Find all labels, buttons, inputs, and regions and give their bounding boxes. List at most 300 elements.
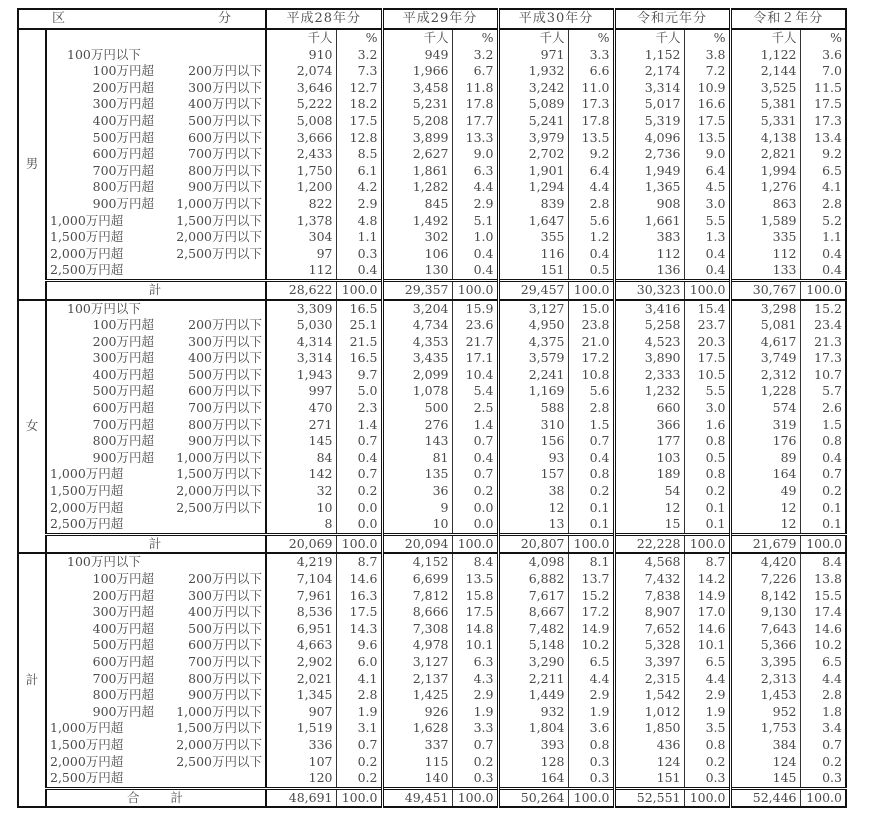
count-cell: 2,021 <box>266 671 336 688</box>
pct-cell: 10.8 <box>568 367 614 384</box>
bracket-to: 800万円以下 <box>156 163 266 180</box>
count-cell: 3,127 <box>498 300 568 318</box>
count-cell: 1,345 <box>266 687 336 704</box>
pct-cell: 13.7 <box>568 571 614 588</box>
bracket-to: 400万円以下 <box>156 350 266 367</box>
pct-cell: 3.3 <box>452 720 498 737</box>
table-row <box>18 96 846 113</box>
bracket-from: 2,500万円超 <box>50 516 124 532</box>
count-cell: 3,899 <box>382 130 452 147</box>
count-cell: 12 <box>614 500 684 517</box>
pct-cell: 0.3 <box>822 770 842 786</box>
section-label: 女 <box>18 300 46 554</box>
count-cell: 3,979 <box>498 130 568 147</box>
bracket-from: 900万円超 <box>92 703 154 719</box>
count-cell: 112 <box>266 262 336 280</box>
unit-pct: % <box>336 29 382 47</box>
bracket-from: 400万円超 <box>92 112 154 128</box>
pct-cell: 0.1 <box>684 500 730 517</box>
count-cell: 310 <box>498 417 568 434</box>
pct-cell: 3.0 <box>684 196 730 213</box>
table-row <box>18 262 846 280</box>
pct-cell: 17.1 <box>452 350 498 367</box>
count-cell: 1,378 <box>266 213 336 230</box>
pct-cell: 1.4 <box>336 417 382 434</box>
count-cell: 276 <box>382 417 452 434</box>
count-cell: 336 <box>266 737 336 754</box>
pct-cell: 6.6 <box>568 63 614 80</box>
total-count: 49,451 <box>382 788 452 807</box>
header-row <box>18 9 846 29</box>
pct-cell: 17.5 <box>336 113 382 130</box>
table-row <box>18 63 846 80</box>
count-cell: 135 <box>382 466 452 483</box>
count-cell: 7,652 <box>614 621 684 638</box>
count-cell: 5,381 <box>730 96 800 113</box>
pct-cell: 13.8 <box>814 571 842 586</box>
pct-cell: 12.7 <box>336 80 382 97</box>
total-pct: 100.0 <box>336 280 382 299</box>
pct-cell: 0.7 <box>336 737 382 754</box>
pct-cell: 12.8 <box>336 130 382 147</box>
header-year: 平成30年分 <box>498 9 614 29</box>
count-cell: 156 <box>498 433 568 450</box>
count-cell: 910 <box>266 47 336 64</box>
count-cell: 366 <box>614 417 684 434</box>
count-cell: 319 <box>730 417 800 434</box>
bracket-to: 2,000万円以下 <box>156 737 266 754</box>
count-cell: 4,617 <box>730 334 800 351</box>
pct-cell: 3.8 <box>684 47 730 64</box>
count-cell: 3,458 <box>382 80 452 97</box>
pct-cell: 17.3 <box>814 112 842 128</box>
count-cell: 1,078 <box>382 383 452 400</box>
count-cell: 1,932 <box>498 63 568 80</box>
bracket-from: 600万円超 <box>92 146 154 162</box>
table-row <box>18 500 846 517</box>
pct-cell: 0.7 <box>336 433 382 450</box>
count-cell: 124 <box>614 754 684 771</box>
count-cell: 335 <box>730 229 800 246</box>
count-cell: 5,208 <box>382 113 452 130</box>
count-cell: 7,643 <box>730 621 800 638</box>
pct-cell: 5.5 <box>684 213 730 230</box>
pct-cell: 0.4 <box>822 262 842 278</box>
pct-cell: 17.5 <box>336 604 382 621</box>
count-cell: 2,144 <box>730 63 800 80</box>
count-cell: 7,308 <box>382 621 452 638</box>
pct-cell: 5.6 <box>568 213 614 230</box>
pct-cell: 10.1 <box>684 637 730 654</box>
pct-cell: 13.5 <box>568 130 614 147</box>
bracket-to: 500万円以下 <box>156 367 266 384</box>
bracket-from: 800万円超 <box>92 687 154 703</box>
pct-cell: 0.7 <box>452 433 498 450</box>
total-count: 52,551 <box>614 788 684 807</box>
count-cell: 863 <box>730 196 800 213</box>
pct-cell: 13.5 <box>452 571 498 588</box>
count-cell: 1,966 <box>382 63 452 80</box>
income-distribution-table <box>17 8 847 808</box>
total-pct: 100.0 <box>336 534 382 553</box>
count-cell: 355 <box>498 229 568 246</box>
bracket-from: 900万円超 <box>92 195 154 211</box>
count-cell: 12 <box>730 500 800 517</box>
bracket-from: 700万円超 <box>92 670 154 686</box>
pct-cell: 0.2 <box>684 754 730 771</box>
pct-cell: 1.4 <box>452 417 498 434</box>
pct-cell: 0.4 <box>452 450 498 467</box>
count-cell: 2,099 <box>382 367 452 384</box>
pct-cell: 8.1 <box>568 553 614 571</box>
count-cell: 2,433 <box>266 146 336 163</box>
pct-cell: 15.0 <box>568 300 614 318</box>
total-count: 21,679 <box>730 534 800 553</box>
count-cell: 124 <box>730 754 800 771</box>
table-row <box>18 246 846 263</box>
table-row <box>18 367 846 384</box>
count-cell: 1,750 <box>266 163 336 180</box>
count-cell: 5,328 <box>614 637 684 654</box>
bracket-from: 2,000万円超 <box>50 499 124 515</box>
bracket-to <box>156 770 266 788</box>
table-row <box>18 754 846 771</box>
count-cell: 164 <box>498 770 568 788</box>
count-cell: 143 <box>382 433 452 450</box>
count-cell: 7,104 <box>266 571 336 588</box>
table-row <box>18 400 846 417</box>
count-cell: 932 <box>498 704 568 721</box>
count-cell: 4,950 <box>498 317 568 334</box>
bracket-to: 1,000万円以下 <box>156 704 266 721</box>
table-row <box>18 604 846 621</box>
pct-cell: 6.5 <box>568 654 614 671</box>
pct-cell: 17.8 <box>568 113 614 130</box>
count-cell: 164 <box>730 466 800 483</box>
count-cell: 5,241 <box>498 113 568 130</box>
pct-cell: 3.6 <box>822 46 842 62</box>
count-cell: 12 <box>498 500 568 517</box>
count-cell: 3,397 <box>614 654 684 671</box>
pct-cell: 0.0 <box>452 500 498 517</box>
pct-cell: 18.2 <box>336 96 382 113</box>
count-cell: 574 <box>730 400 800 417</box>
count-cell: 1,492 <box>382 213 452 230</box>
pct-cell: 8.4 <box>822 554 842 570</box>
count-cell: 2,821 <box>730 146 800 163</box>
pct-cell: 6.5 <box>822 162 842 178</box>
count-cell: 5,319 <box>614 113 684 130</box>
count-cell: 6,699 <box>382 571 452 588</box>
count-cell: 5,231 <box>382 96 452 113</box>
count-cell: 15 <box>614 516 684 534</box>
table-row <box>18 229 846 246</box>
count-cell: 2,137 <box>382 671 452 688</box>
pct-cell: 21.5 <box>336 334 382 351</box>
total-pct: 100.0 <box>800 280 846 299</box>
bracket-from: 500万円超 <box>92 637 154 653</box>
count-cell: 5,030 <box>266 317 336 334</box>
count-cell: 4,219 <box>266 553 336 571</box>
pct-cell: 2.9 <box>568 687 614 704</box>
count-cell: 116 <box>498 246 568 263</box>
pct-cell: 3.4 <box>822 720 842 736</box>
count-cell: 302 <box>382 229 452 246</box>
pct-cell: 11.0 <box>568 80 614 97</box>
table-row <box>18 47 846 64</box>
pct-cell: 1.9 <box>336 704 382 721</box>
total-pct: 100.0 <box>336 788 382 807</box>
pct-cell: 0.8 <box>684 466 730 483</box>
count-cell: 949 <box>382 47 452 64</box>
pct-cell: 0.1 <box>684 516 730 534</box>
pct-cell: 23.7 <box>684 317 730 334</box>
pct-cell: 14.6 <box>336 571 382 588</box>
pct-cell: 14.2 <box>684 571 730 588</box>
pct-cell: 0.2 <box>336 770 382 788</box>
bracket-from: 1,500万円超 <box>50 736 124 752</box>
bracket-from: 100万円超 <box>92 317 154 333</box>
bracket-to: 700万円以下 <box>156 400 266 417</box>
pct-cell: 9.0 <box>684 146 730 163</box>
count-cell: 5,089 <box>498 96 568 113</box>
pct-cell: 3.0 <box>684 400 730 417</box>
total-pct: 100.0 <box>800 788 846 807</box>
bracket-from: 1,000万円超 <box>50 466 124 482</box>
bracket-from: 1,000万円超 <box>50 212 124 228</box>
pct-cell: 6.4 <box>568 163 614 180</box>
count-cell: 908 <box>614 196 684 213</box>
count-cell: 1,453 <box>730 687 800 704</box>
pct-cell: 14.3 <box>336 621 382 638</box>
pct-cell: 13.4 <box>814 129 842 145</box>
pct-cell: 0.4 <box>684 262 730 280</box>
count-cell: 2,174 <box>614 63 684 80</box>
count-cell: 142 <box>266 466 336 483</box>
bracket-from: 800万円超 <box>92 433 154 449</box>
pct-cell: 0.0 <box>452 516 498 534</box>
bracket-from: 300万円超 <box>92 96 154 112</box>
section-label: 男 <box>18 29 46 300</box>
count-cell: 2,074 <box>266 63 336 80</box>
pct-cell: 0.5 <box>568 262 614 280</box>
unit-spacer <box>46 29 266 47</box>
count-cell: 81 <box>382 450 452 467</box>
bracket-from: 600万円超 <box>92 400 154 416</box>
table-row <box>18 450 846 467</box>
count-cell: 7,812 <box>382 588 452 605</box>
count-cell: 8,142 <box>730 588 800 605</box>
pct-cell: 0.7 <box>822 466 842 482</box>
count-cell: 845 <box>382 196 452 213</box>
bracket-to: 700万円以下 <box>156 146 266 163</box>
count-cell: 1,200 <box>266 179 336 196</box>
count-cell: 84 <box>266 450 336 467</box>
unit-pct: % <box>684 29 730 47</box>
count-cell: 393 <box>498 737 568 754</box>
total-count: 30,767 <box>730 280 800 299</box>
pct-cell: 4.8 <box>336 213 382 230</box>
count-cell: 470 <box>266 400 336 417</box>
count-cell: 145 <box>730 770 800 788</box>
pct-cell: 0.8 <box>568 466 614 483</box>
total-count: 48,691 <box>266 788 336 807</box>
pct-cell: 1.6 <box>684 417 730 434</box>
count-cell: 151 <box>498 262 568 280</box>
pct-cell: 0.4 <box>822 245 842 261</box>
bracket-from: 200万円超 <box>92 333 154 349</box>
count-cell: 5,222 <box>266 96 336 113</box>
count-cell: 4,314 <box>266 334 336 351</box>
pct-cell: 4.4 <box>452 179 498 196</box>
count-cell: 5,366 <box>730 637 800 654</box>
count-cell: 103 <box>614 450 684 467</box>
bracket-to <box>156 516 266 534</box>
count-cell: 926 <box>382 704 452 721</box>
pct-cell: 23.6 <box>452 317 498 334</box>
pct-cell: 9.2 <box>822 146 842 162</box>
bracket-to: 300万円以下 <box>156 588 266 605</box>
count-cell: 1,753 <box>730 720 800 737</box>
bracket-from: 2,500万円超 <box>50 262 124 278</box>
pct-cell: 2.8 <box>568 400 614 417</box>
count-cell: 97 <box>266 246 336 263</box>
pct-cell: 1.1 <box>822 229 842 245</box>
table-row <box>18 417 846 434</box>
bracket-to: 1,500万円以下 <box>156 213 266 230</box>
pct-cell: 0.1 <box>822 499 842 515</box>
bracket-to <box>156 553 266 571</box>
pct-cell: 16.3 <box>336 588 382 605</box>
count-cell: 1,365 <box>614 179 684 196</box>
count-cell: 6,951 <box>266 621 336 638</box>
header-year: 令和元年分 <box>614 9 730 29</box>
table-row <box>18 621 846 638</box>
count-cell: 107 <box>266 754 336 771</box>
pct-cell: 2.9 <box>684 687 730 704</box>
pct-cell: 16.6 <box>684 96 730 113</box>
count-cell: 120 <box>266 770 336 788</box>
count-cell: 10 <box>382 516 452 534</box>
table-row <box>18 770 846 788</box>
pct-cell: 2.8 <box>336 687 382 704</box>
bracket-to: 2,500万円以下 <box>156 500 266 517</box>
count-cell: 4,152 <box>382 553 452 571</box>
bracket-from: 200万円超 <box>92 79 154 95</box>
pct-cell: 3.6 <box>568 720 614 737</box>
pct-cell: 8.7 <box>336 553 382 571</box>
bracket-to: 200万円以下 <box>156 63 266 80</box>
pct-cell: 5.2 <box>822 212 842 228</box>
count-cell: 10 <box>266 500 336 517</box>
pct-cell: 17.5 <box>452 604 498 621</box>
count-cell: 1,276 <box>730 179 800 196</box>
pct-cell: 21.7 <box>452 334 498 351</box>
pct-cell: 10.2 <box>814 637 842 653</box>
pct-cell: 17.5 <box>814 96 842 112</box>
section-label: 計 <box>18 553 46 807</box>
count-cell: 5,008 <box>266 113 336 130</box>
count-cell: 4,734 <box>382 317 452 334</box>
bracket-from: 100万円以下 <box>67 46 141 62</box>
count-cell: 9 <box>382 500 452 517</box>
total-pct: 100.0 <box>452 534 498 553</box>
count-cell: 189 <box>614 466 684 483</box>
header-year: 平成29年分 <box>382 9 498 29</box>
table-row <box>18 483 846 500</box>
pct-cell: 3.5 <box>684 720 730 737</box>
pct-cell: 0.7 <box>336 466 382 483</box>
count-cell: 3,298 <box>730 300 800 318</box>
count-cell: 8,667 <box>498 604 568 621</box>
total-count: 28,622 <box>266 280 336 299</box>
count-cell: 1,994 <box>730 163 800 180</box>
count-cell: 4,523 <box>614 334 684 351</box>
pct-cell: 7.3 <box>336 63 382 80</box>
count-cell: 1,122 <box>730 47 800 64</box>
count-cell: 4,420 <box>730 553 800 571</box>
pct-cell: 9.7 <box>336 367 382 384</box>
pct-cell: 10.1 <box>452 637 498 654</box>
count-cell: 2,736 <box>614 146 684 163</box>
pct-cell: 17.5 <box>684 350 730 367</box>
bracket-from: 400万円超 <box>92 366 154 382</box>
pct-cell: 0.2 <box>336 483 382 500</box>
count-cell: 2,211 <box>498 671 568 688</box>
pct-cell: 0.0 <box>336 500 382 517</box>
pct-cell: 0.3 <box>684 770 730 788</box>
pct-cell: 6.3 <box>452 654 498 671</box>
count-cell: 660 <box>614 400 684 417</box>
pct-cell: 1.3 <box>684 229 730 246</box>
count-cell: 54 <box>614 483 684 500</box>
count-cell: 157 <box>498 466 568 483</box>
pct-cell: 0.1 <box>568 516 614 534</box>
count-cell: 140 <box>382 770 452 788</box>
bracket-from: 700万円超 <box>92 162 154 178</box>
count-cell: 8,536 <box>266 604 336 621</box>
bracket-to: 2,500万円以下 <box>156 754 266 771</box>
bracket-to: 900万円以下 <box>156 433 266 450</box>
count-cell: 32 <box>266 483 336 500</box>
bracket-to <box>156 300 266 318</box>
total-count: 29,457 <box>498 280 568 299</box>
pct-cell: 10.7 <box>814 366 842 382</box>
count-cell: 3,314 <box>266 350 336 367</box>
count-cell: 436 <box>614 737 684 754</box>
total-pct: 100.0 <box>684 534 730 553</box>
count-cell: 9,130 <box>730 604 800 621</box>
pct-cell: 17.7 <box>452 113 498 130</box>
count-cell: 3,242 <box>498 80 568 97</box>
subtotal-label: 計 <box>46 280 266 299</box>
count-cell: 3,666 <box>266 130 336 147</box>
table-row <box>18 737 846 754</box>
table-row <box>18 553 846 571</box>
bracket-from: 100万円以下 <box>67 300 141 316</box>
table-row <box>18 334 846 351</box>
count-cell: 106 <box>382 246 452 263</box>
count-cell: 1,449 <box>498 687 568 704</box>
bracket-from: 1,500万円超 <box>50 229 124 245</box>
pct-cell: 6.4 <box>684 163 730 180</box>
pct-cell: 2.3 <box>336 400 382 417</box>
table-row <box>18 179 846 196</box>
table-row <box>18 350 846 367</box>
pct-cell: 1.0 <box>452 229 498 246</box>
count-cell: 384 <box>730 737 800 754</box>
count-cell: 952 <box>730 704 800 721</box>
